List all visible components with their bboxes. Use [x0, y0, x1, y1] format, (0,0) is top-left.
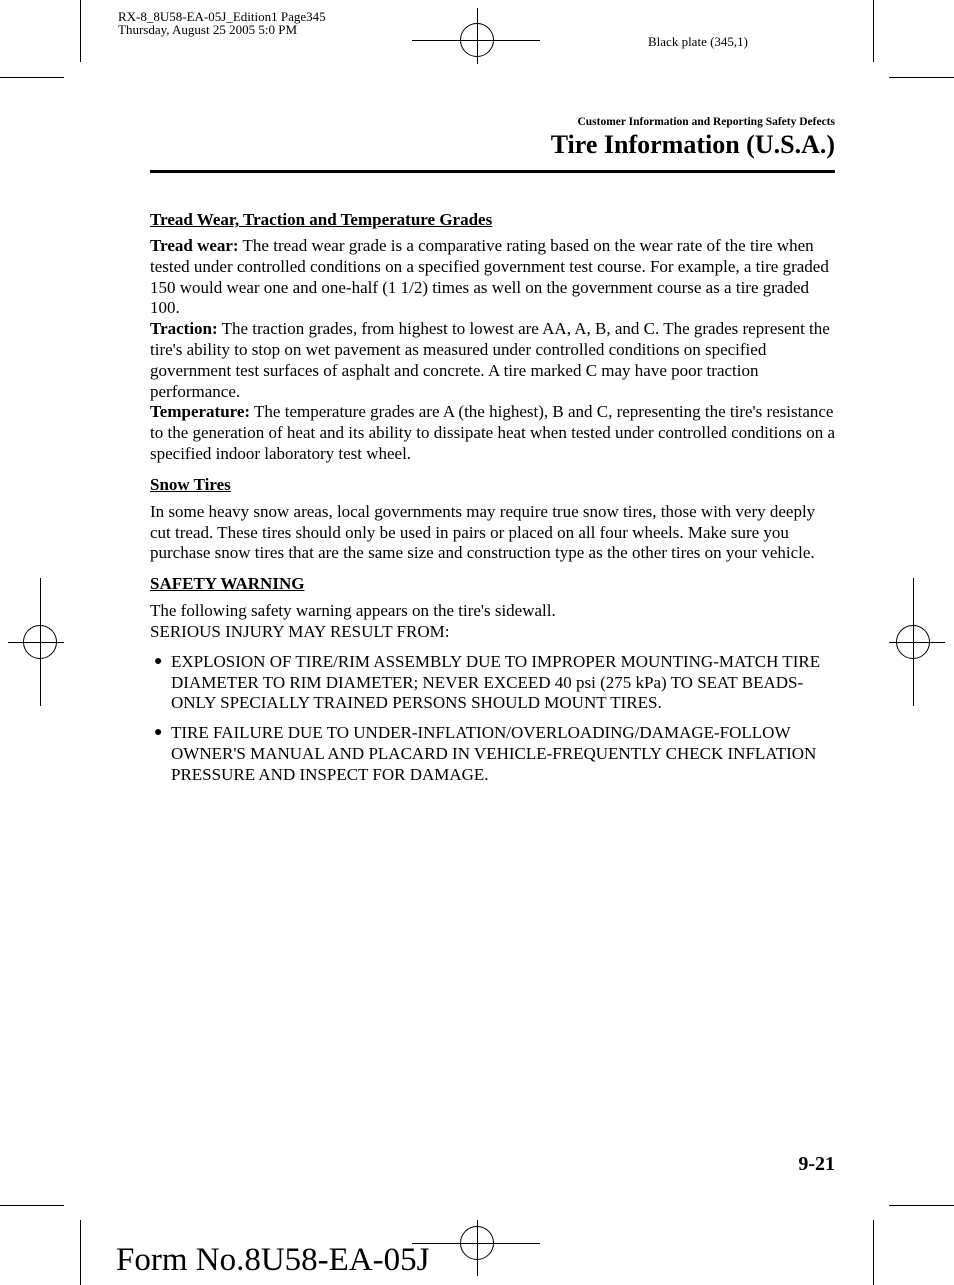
plate-label: Black plate (345,1) — [648, 34, 748, 49]
list-item — [150, 652, 836, 714]
page-title: Tire Information (U.S.A.) — [550, 130, 835, 159]
registration-circle — [460, 1226, 494, 1260]
chapter-label: Customer Information and Reporting Safety Defects — [577, 116, 835, 128]
registration-circle — [896, 625, 930, 659]
tread-wear-definition — [150, 236, 836, 319]
grades-paragraph — [150, 236, 836, 465]
traction-definition — [150, 319, 836, 402]
page-number: 9-21 — [798, 1153, 835, 1175]
print-job-line: RX-8_8U58-EA-05J_Edition1 Page345 — [118, 9, 326, 24]
crop-mark — [80, 1220, 81, 1285]
temperature-definition — [150, 402, 836, 464]
tread-wear-text: The tread wear grade is a comparative rating based on the wear rate of the tire when tested under controlled conditions on a specified government test course. For example, a tire graded 150 would wear one and one-half (1 1/2) times as well on the government course as a tire graded 100. — [150, 236, 829, 318]
registration-circle — [23, 625, 57, 659]
warning-intro: The following safety warning appears on the tire's sidewall. — [150, 601, 556, 621]
main-content — [150, 210, 836, 795]
section-heading-warning: SAFETY WARNING — [150, 574, 305, 594]
warning-item-text: EXPLOSION OF TIRE/RIM ASSEMBLY DUE TO IMPROPER MOUNTING-MATCH TIRE DIAMETER TO RIM DIAMETER; NEVER EXCEED 40 psi (275 kPa) TO SEAT BEADS-ONLY SPECIALLY TRAINED PERSONS SHOULD MOUNT TIRES. — [171, 651, 821, 713]
crop-mark — [0, 77, 64, 78]
section-heading-snow: Snow Tires — [150, 474, 231, 494]
tread-wear-label: Tread wear: — [150, 236, 239, 255]
temperature-label: Temperature: — [150, 402, 251, 422]
temperature-text: The temperature grades are A (the highest), B and C, representing the tire's resistance to the generation of heat and its ability to dissipate heat when tested under controlled conditions on a specified indoor laboratory test wheel. — [150, 402, 836, 463]
print-date-line: Thursday, August 25 2005 5:0 PM — [118, 22, 297, 37]
traction-text: The traction grades, from highest to lowest are AA, A, B, and C. The grades represent the tire's ability to stop on wet pavement as measured under controlled conditions on specified government test surfaces of asphalt and concrete. A tire marked C may have poor traction performance. — [150, 319, 830, 401]
crop-mark — [889, 1205, 954, 1206]
crop-mark — [80, 0, 81, 62]
crop-mark — [873, 1220, 874, 1285]
title-rule — [150, 170, 835, 173]
crop-mark — [889, 77, 954, 78]
warning-list — [150, 652, 836, 786]
crop-mark — [0, 1205, 64, 1206]
traction-label: Traction: — [150, 319, 218, 339]
form-number: Form No.8U58-EA-05J — [116, 1242, 430, 1278]
list-item — [150, 723, 836, 785]
registration-circle — [460, 23, 494, 57]
warning-item-text: TIRE FAILURE DUE TO UNDER-INFLATION/OVERLOADING/DAMAGE-FOLLOW OWNER'S MANUAL AND PLACARD IN VEHICLE-FREQUENTLY CHECK INFLATION PRESSURE AND INSPECT FOR DAMAGE. — [171, 723, 817, 784]
warning-subhead: SERIOUS INJURY MAY RESULT FROM: — [150, 621, 450, 641]
crop-mark — [873, 0, 874, 62]
snow-paragraph: In some heavy snow areas, local governments may require true snow tires, those with very deeply cut tread. These tires should only be used in pairs or placed on all four wheels. Make sure you purchase snow tires that are the same size and construction type as the other tires on your vehicle. — [150, 501, 816, 563]
bullet-icon: ● — [154, 653, 163, 669]
section-heading-grades: Tread Wear, Traction and Temperature Grades — [150, 210, 493, 229]
bullet-icon: ● — [154, 725, 163, 741]
